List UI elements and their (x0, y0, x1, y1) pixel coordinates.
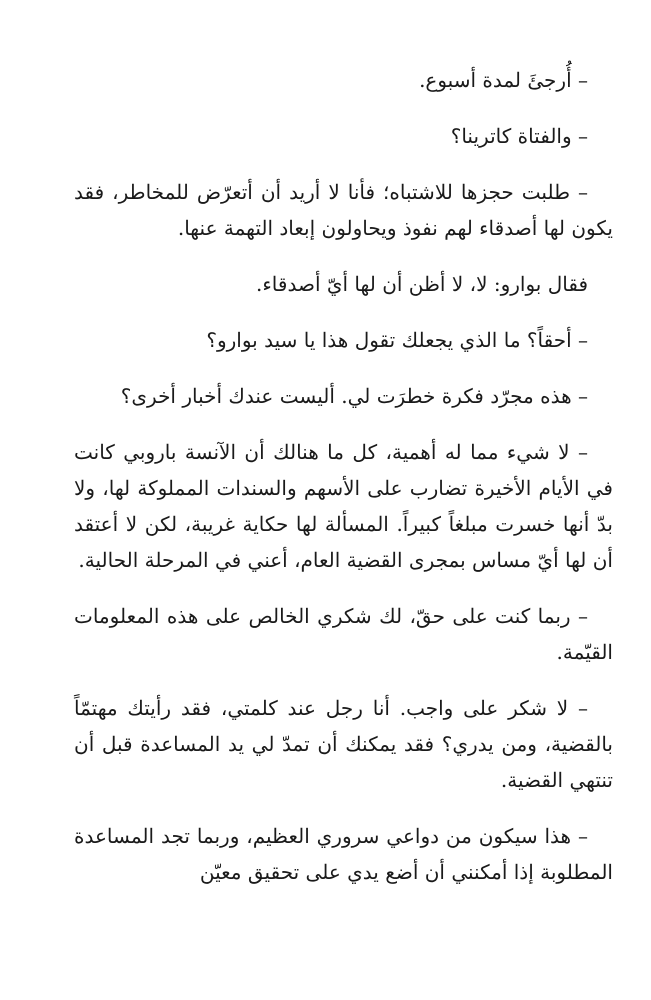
paragraph-9: – لا شكر على واجب. أنا رجل عند كلمتي، فقد رأيتك مهتمّاً بالقضية، ومن يدري؟ فقد يمكنك أن تمدّ لي يد المساعدة قبل أن تنتهي القضية. (74, 696, 613, 792)
paragraph-1: – أُرجئَ لمدة أسبوع. (419, 68, 588, 92)
paragraph-2: – والفتاة كاترينا؟ (450, 124, 588, 148)
paragraph-3: – طلبت حجزها للاشتباه؛ فأنا لا أريد أن أتعرّض للمخاطر، فقد يكون لها أصدقاء لهم نفوذ ويحاولون إبعاد التهمة عنها. (74, 180, 613, 240)
paragraph-4: فقال بوارو: لا، لا أظن أن لها أيّ أصدقاء. (256, 272, 588, 296)
paragraph-10: – هذا سيكون من دواعي سروري العظيم، وربما تجد المساعدة المطلوبة إذا أمكنني أن أضع يدي على تحقيق معيّن (74, 824, 613, 884)
paragraph-8: – ربما كنت على حقّ، لك شكري الخالص على هذه المعلومات القيّمة. (74, 604, 613, 664)
paragraph-6: – هذه مجرّد فكرة خطرَت لي. أليست عندك أخبار أخرى؟ (120, 384, 588, 408)
paragraph-5: – أحقاً؟ ما الذي يجعلك تقول هذا يا سيد بوارو؟ (206, 328, 588, 352)
paragraph-7: – لا شيء مما له أهمية، كل ما هنالك أن الآنسة باروبي كانت في الأيام الأخيرة تضارب على الأسهم والسندات المملوكة لها، ولا بدّ أنها خسرت مبلغاً كبيراً. المسألة لها حكاية غريبة، لكن لا أعتقد أن لها أيّ مساس بمجرى القضية العام، أعني في المرحلة الحالية. (74, 440, 613, 572)
